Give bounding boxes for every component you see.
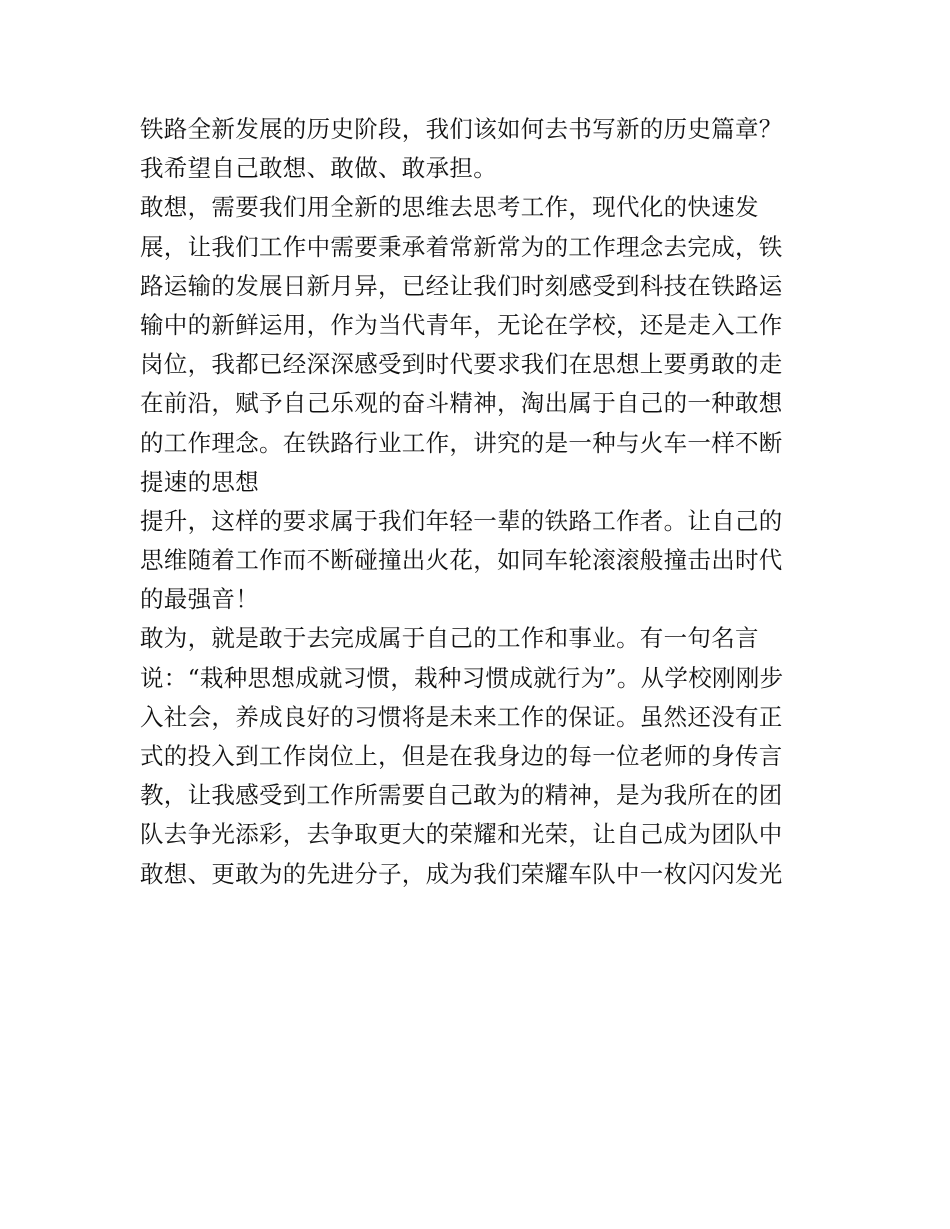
text-line: 说：“栽种思想成就习惯，栽种习惯成就行为”。从学校刚刚步 bbox=[140, 663, 784, 692]
text-line: 思维随着工作而不断碰撞出火花，如同车轮滚滚般撞击出时代 bbox=[140, 546, 783, 575]
text-line: 敢为，就是敢于去完成属于自己的工作和事业。有一句名言 bbox=[140, 624, 759, 653]
text-line: 岗位，我都已经深深感受到时代要求我们在思想上要勇敢的走 bbox=[140, 350, 783, 379]
text-line: 展，让我们工作中需要秉承着常新常为的工作理念去完成，铁 bbox=[140, 232, 783, 261]
text-line: 敢想、更敢为的先进分子，成为我们荣耀车队中一枚闪闪发光 bbox=[140, 859, 783, 888]
text-line: 输中的新鲜运用，作为当代青年，无论在学校，还是走入工作 bbox=[140, 310, 783, 339]
text-line: 提升，这样的要求属于我们年轻一辈的铁路工作者。让自己的 bbox=[140, 506, 783, 535]
text-line: 铁路全新发展的历史阶段，我们该如何去书写新的历史篇章？ bbox=[140, 115, 783, 143]
text-line: 入社会，养成良好的习惯将是未来工作的保证。虽然还没有正 bbox=[140, 702, 783, 731]
text-line: 的最强音！ bbox=[140, 585, 259, 614]
text-line: 在前沿，赋予自己乐观的奋斗精神，淘出属于自己的一种敢想 bbox=[140, 389, 783, 418]
text-line: 式的投入到工作岗位上，但是在我身边的每一位老师的身传言 bbox=[140, 742, 783, 770]
text-line: 敢想，需要我们用全新的思维去思考工作，现代化的快速发 bbox=[140, 193, 759, 222]
text-line: 的工作理念。在铁路行业工作，讲究的是一种与火车一样不断 bbox=[140, 428, 783, 457]
text-line: 提速的思想 bbox=[140, 467, 259, 496]
text-line: 队去争光添彩，去争取更大的荣耀和光荣，让自己成为团队中 bbox=[140, 820, 783, 849]
document-body-text bbox=[140, 110, 820, 894]
text-line: 路运输的发展日新月异，已经让我们时刻感受到科技在铁路运 bbox=[140, 271, 783, 300]
text-line: 我希望自己敢想、敢做、敢承担。 bbox=[140, 154, 497, 183]
text-line: 教，让我感受到工作所需要自己敢为的精神，是为我所在的团 bbox=[140, 781, 783, 810]
